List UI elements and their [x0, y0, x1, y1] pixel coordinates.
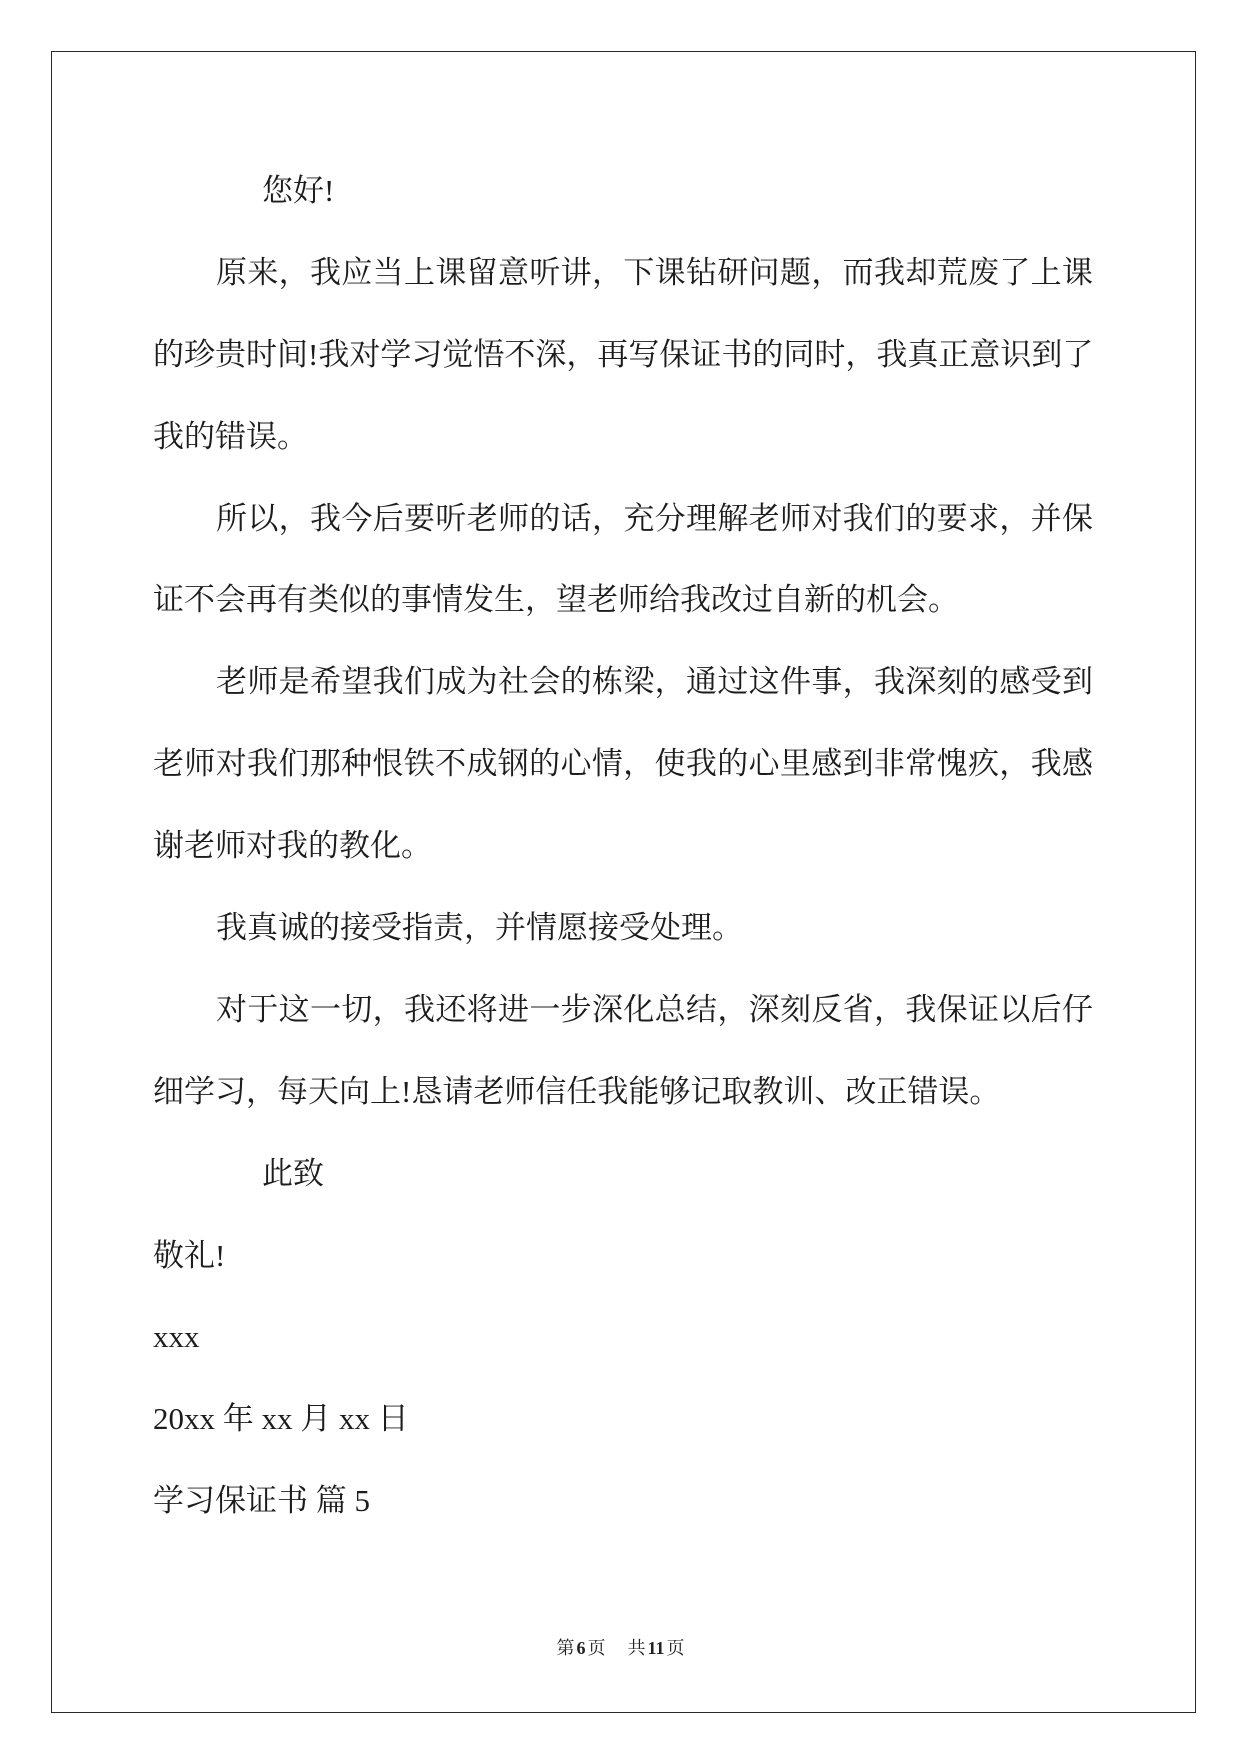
paragraph-line: 所以，我今后要听老师的话，充分理解老师对我们的要求，并保: [216, 500, 1093, 536]
paragraph-line: 谢老师对我的教化。: [153, 828, 432, 864]
paragraph: [153, 478, 1093, 642]
signature: xxx: [153, 1319, 200, 1355]
page-number: 6: [576, 1638, 586, 1658]
paragraph-line: 老师对我们那种恨铁不成钢的心情，使我的心里感到非常愧疚，我感: [153, 746, 1093, 782]
salute-line: 敬礼!: [153, 1237, 226, 1273]
paragraph-line: 证不会再有类似的事情发生，望老师给我改过自新的机会。: [153, 582, 959, 618]
paragraph-line: 的珍贵时间!我对学习觉悟不深，再写保证书的同时，我真正意识到了: [153, 336, 1093, 372]
page-footer: [0, 1634, 1241, 1662]
total-suffix: 页: [666, 1638, 685, 1658]
paragraph-line: 我真诚的接受指责，并情愿接受处理。: [216, 910, 743, 946]
next-section-title: 学习保证书 篇 5: [153, 1483, 370, 1519]
paragraph-line: 我的错误。: [153, 418, 308, 454]
paragraph: [153, 887, 1093, 969]
paragraph-line: 老师是希望我们成为社会的栋梁，通过这件事，我深刻的感受到: [216, 664, 1093, 700]
paragraph: [153, 969, 1093, 1133]
paragraph-line: 细学习，每天向上!恳请老师信任我能够记取教训、改正错误。: [153, 1073, 1001, 1109]
paragraph-line: 原来，我应当上课留意听讲，下课钻研问题，而我却荒废了上课: [216, 254, 1093, 290]
page-prefix: 第: [556, 1638, 575, 1658]
paragraph: [153, 641, 1093, 887]
total-pages: 11: [647, 1638, 665, 1658]
closing-line: 此致: [262, 1155, 324, 1191]
date-line: 20xx 年 xx 月 xx 日: [153, 1401, 409, 1437]
paragraph-line: 对于这一切，我还将进一步深化总结，深刻反省，我保证以后仔: [216, 991, 1093, 1027]
greeting-line: 您好!: [262, 173, 335, 208]
total-prefix: 共: [627, 1638, 646, 1658]
letter-body: [153, 150, 1093, 1542]
paragraph: [153, 232, 1093, 478]
page-suffix: 页: [587, 1638, 606, 1658]
